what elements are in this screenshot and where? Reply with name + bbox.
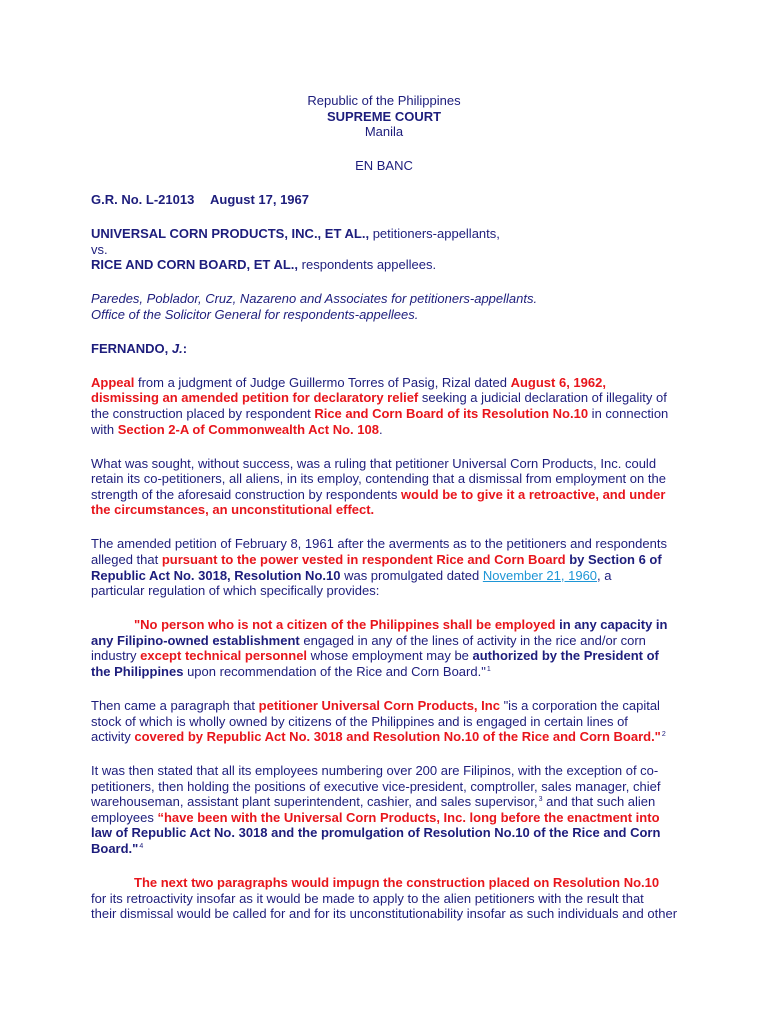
text-run: strength of the aforesaid construction by respondents xyxy=(91,486,402,502)
text-line xyxy=(91,502,681,518)
text-run: engaged in any of the lines of activity in the rice and/or corn xyxy=(299,632,646,648)
case-date: August 17, 1967 xyxy=(210,192,309,208)
petitioner-role: petitioners-appellants, xyxy=(369,226,500,242)
highlighted-text-run: dismissing an amended petition for declaratory relief xyxy=(91,390,419,406)
bold-text-run: any Filipino-owned establishment xyxy=(91,632,300,648)
ponente-block xyxy=(91,341,681,357)
court-city: Manila xyxy=(364,124,404,140)
text-run: particular regulation of which specifically provides: xyxy=(91,583,380,599)
paragraph-5 xyxy=(91,698,681,745)
highlighted-text-run: petitioner Universal Corn Products, Inc xyxy=(258,697,500,713)
highlighted-text-run: would be to give it a retroactive, and under xyxy=(401,486,666,502)
republic-line: Republic of the Philippines xyxy=(307,93,461,108)
paragraph-2 xyxy=(91,456,681,518)
text-run: whose employment may be xyxy=(307,648,473,664)
paragraph-1 xyxy=(91,375,681,437)
text-run: It was then stated that all its employees numbering over 200 are Filipinos, with the exception of co- xyxy=(91,763,659,779)
text-line xyxy=(91,810,681,826)
text-run: the construction placed by respondent xyxy=(91,406,315,422)
text-run: alleged that xyxy=(91,552,162,567)
petitioner-line xyxy=(91,226,681,242)
text-run: "is a corporation the capital xyxy=(499,697,660,713)
text-line xyxy=(91,698,681,714)
text-run: Then came a paragraph that xyxy=(91,697,259,713)
ponente-title: J. xyxy=(171,340,183,356)
text-line xyxy=(91,729,681,745)
footnote-marker: 3 xyxy=(538,796,543,804)
respondent-role: respondents appellees. xyxy=(298,257,437,273)
footnote-marker: 1 xyxy=(486,665,491,673)
text-run: from a judgment of Judge Guillermo Torres of Pasig, Rizal dated xyxy=(134,374,511,390)
highlighted-text-run: Appeal xyxy=(91,374,135,390)
highlighted-text-run: The next two paragraphs would impugn the construction placed on Resolution No.10 xyxy=(134,875,660,891)
text-run: retain its co-petitioners, all aliens, in its employ, contending that a dismissal from employment on the xyxy=(91,471,666,487)
paragraph-4 xyxy=(91,617,681,679)
footnote-marker: 4 xyxy=(139,843,144,851)
bold-text-run: authorized by the President of xyxy=(472,648,659,664)
text-line xyxy=(91,906,681,922)
highlighted-text-run: August 6, 1962, xyxy=(510,374,606,390)
case-caption xyxy=(91,192,681,208)
highlighted-text-run: "No person who is not a citizen of the Philippines shall be employed xyxy=(134,617,556,633)
versus-label: vs. xyxy=(91,241,108,257)
text-line xyxy=(91,471,681,487)
text-run: was promulgated dated xyxy=(340,567,483,583)
highlighted-text-run: “have been with the Universal Corn Products, Inc. long before the enactment into xyxy=(157,809,660,825)
highlighted-text-run: except technical personnel xyxy=(140,648,308,664)
text-run: activity xyxy=(91,729,135,745)
text-line xyxy=(91,456,681,472)
parties-block xyxy=(91,226,681,273)
paragraph-6 xyxy=(91,763,681,857)
text-run: . xyxy=(378,421,383,437)
counsel-line: Paredes, Poblador, Cruz, Nazareno and Associates for petitioners-appellants. xyxy=(91,291,538,307)
text-line xyxy=(91,568,681,584)
text-line xyxy=(91,390,681,406)
bold-text-run: in any capacity in xyxy=(555,617,668,633)
text-run: warehouseman, assistant plant superintendent, cashier, and sales supervisor, xyxy=(91,794,538,810)
counsel-line: Office of the Solicitor General for respondents-appellees. xyxy=(91,306,419,322)
text-line xyxy=(91,536,681,552)
highlighted-text-run: covered by Republic Act No. 3018 and Resolution No.10 of the Rice and Corn Board." xyxy=(134,729,661,745)
text-line xyxy=(91,794,681,810)
text-line xyxy=(91,779,681,795)
court-name: SUPREME COURT xyxy=(326,108,442,124)
text-run: for its retroactivity insofar as it would be made to apply to the alien petitioners with the result that xyxy=(91,890,644,906)
highlighted-text-run: pursuant to the power vested in respondent Rice and Corn Board xyxy=(161,552,566,567)
decision-document xyxy=(91,93,681,940)
bold-text-run: the Philippines xyxy=(91,663,184,679)
text-run: and that such alien xyxy=(542,794,656,810)
text-run: employees xyxy=(91,809,158,825)
text-line xyxy=(91,617,681,633)
text-run: their dismissal would be called for and for its unconstitutionability insofar as such individuals and other xyxy=(91,906,678,922)
text-line xyxy=(91,406,681,422)
highlighted-text-run: the circumstances, an unconstitutional effect. xyxy=(91,502,375,518)
bold-text-run: Board." xyxy=(91,841,139,857)
division-block xyxy=(91,158,677,174)
text-run: industry xyxy=(91,648,141,664)
text-line xyxy=(91,825,681,841)
bold-text-run: by Section 6 of xyxy=(565,552,662,567)
text-line xyxy=(91,583,681,599)
text-line xyxy=(91,841,681,857)
text-run: with xyxy=(91,421,118,437)
respondent-name: RICE AND CORN BOARD, ET AL., xyxy=(91,257,299,273)
text-line xyxy=(91,375,681,391)
text-line xyxy=(91,648,681,664)
bold-text-run: Republic Act No. 3018, Resolution No.10 xyxy=(91,567,341,583)
case-number: G.R. No. L-21013 xyxy=(91,192,195,208)
text-run: petitioners, then holding the positions of executive vice-president, comptroller, sales manager, chief xyxy=(91,778,661,794)
footnote-marker: 2 xyxy=(661,731,666,739)
ponente-name: FERNANDO, xyxy=(91,340,172,356)
division-label: EN BANC xyxy=(355,158,413,174)
text-run: stock of which is wholly owned by citizens of the Philippines and is engaged in certain lines of xyxy=(91,713,628,729)
text-run: What was sought, without success, was a ruling that petitioner Universal Corn Products, Inc. could xyxy=(91,455,657,471)
bold-text-run: law of Republic Act No. 3018 and the promulgation of Resolution No.10 of the Rice and Corn xyxy=(91,825,661,841)
case-line xyxy=(91,192,681,208)
text-run: The amended petition of February 8, 1961 after the averments as to the petitioners and respondents xyxy=(91,536,667,552)
text-line xyxy=(91,891,681,907)
text-line xyxy=(91,633,681,649)
text-run: in connection xyxy=(588,406,669,422)
decision-body xyxy=(91,375,681,922)
text-run: , a xyxy=(597,567,612,583)
text-run: upon recommendation of the Rice and Corn Board." xyxy=(183,663,486,679)
highlighted-text-run: Rice and Corn Board of its Resolution No.10 xyxy=(314,406,589,422)
date-link[interactable]: November 21, 1960 xyxy=(482,567,598,583)
text-line xyxy=(91,763,681,779)
court-header xyxy=(91,93,677,140)
text-line xyxy=(91,664,681,680)
text-line xyxy=(91,487,681,503)
ponente-colon: : xyxy=(182,340,188,356)
text-run: seeking a judicial declaration of illegality of xyxy=(418,390,667,406)
respondent-line xyxy=(91,257,681,273)
text-line xyxy=(91,422,681,438)
petitioner-name: UNIVERSAL CORN PRODUCTS, INC., ET AL., xyxy=(91,226,370,242)
paragraph-3 xyxy=(91,536,681,598)
paragraph-7 xyxy=(91,875,681,922)
counsel-block xyxy=(91,291,681,322)
ponente-line xyxy=(91,341,681,357)
text-line xyxy=(91,552,681,568)
text-line xyxy=(91,714,681,730)
text-line xyxy=(91,875,681,891)
highlighted-text-run: Section 2-A of Commonwealth Act No. 108 xyxy=(117,421,379,437)
